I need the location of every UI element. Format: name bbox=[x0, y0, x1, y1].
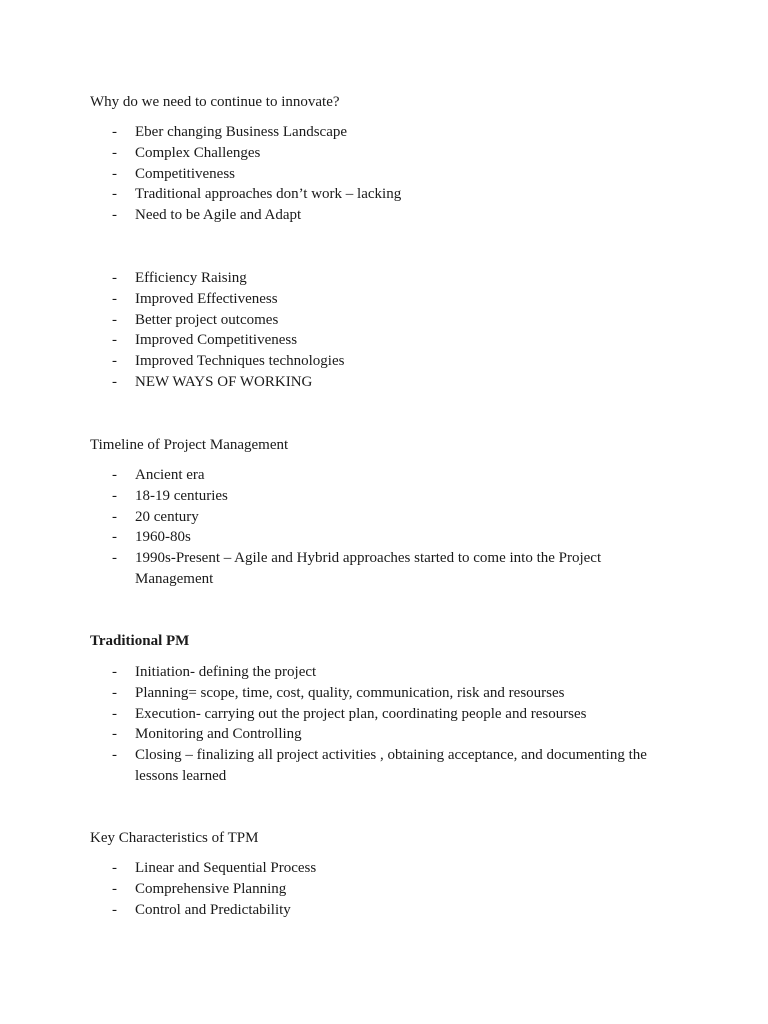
list-item: - NEW WAYS OF WORKING bbox=[90, 372, 670, 393]
bullet-dash: - bbox=[112, 353, 117, 370]
benefits-list bbox=[90, 268, 670, 393]
bullet-dash: - bbox=[112, 550, 117, 567]
bullet-dash: - bbox=[112, 207, 117, 224]
list-item: - Better project outcomes bbox=[90, 310, 670, 331]
bullet-dash: - bbox=[112, 124, 117, 140]
key-characteristics-heading: Key Characteristics of TPM bbox=[90, 830, 259, 846]
list-item: - Need to be Agile and Adapt bbox=[90, 205, 670, 226]
list-item: - Closing – finalizing all project activities , obtaining acceptance, and documenting the lessons learned bbox=[112, 747, 647, 784]
reasons-list bbox=[90, 122, 670, 226]
list-item: - Ancient era bbox=[90, 465, 670, 486]
timeline-list bbox=[90, 465, 670, 590]
bullet-dash: - bbox=[112, 332, 117, 349]
list-item: - 18-19 centuries bbox=[90, 486, 670, 507]
list-item: - Linear and Sequential Process bbox=[90, 858, 670, 879]
bullet-dash: - bbox=[112, 664, 117, 680]
list-item: - 1990s-Present – Agile and Hybrid approaches started to come into the Project Management bbox=[112, 550, 602, 587]
bullet-dash: - bbox=[112, 144, 117, 161]
list-item: - Initiation- defining the project bbox=[90, 662, 670, 683]
list-item: - Complex Challenges bbox=[90, 143, 670, 164]
bullet-dash: - bbox=[112, 508, 117, 525]
bullet-dash: - bbox=[112, 311, 117, 328]
key-characteristics-list bbox=[90, 858, 670, 920]
list-item: - Improved Effectiveness bbox=[90, 289, 670, 310]
list-item: - Execution- carrying out the project plan, coordinating people and resourses bbox=[90, 704, 670, 725]
bullet-dash: - bbox=[112, 165, 117, 182]
question-innovate: Why do we need to continue to innovate? bbox=[90, 94, 340, 110]
bullet-dash: - bbox=[112, 726, 117, 743]
traditional-pm-heading: Traditional PM bbox=[90, 633, 190, 649]
timeline-heading: Timeline of Project Management bbox=[90, 437, 289, 453]
bullet-dash: - bbox=[112, 880, 117, 897]
list-item: - Monitoring and Controlling bbox=[90, 724, 670, 745]
bullet-dash: - bbox=[112, 373, 117, 390]
bullet-dash: - bbox=[112, 529, 117, 546]
bullet-dash: - bbox=[112, 290, 117, 307]
list-item: - Eber changing Business Landscape bbox=[90, 122, 670, 143]
list-item: - Comprehensive Planning bbox=[90, 879, 670, 900]
bullet-dash: - bbox=[112, 487, 117, 504]
list-item: - Efficiency Raising bbox=[90, 268, 670, 289]
list-item: - Competitiveness bbox=[90, 164, 670, 185]
bullet-dash: - bbox=[112, 467, 117, 483]
list-item: - 20 century bbox=[90, 507, 670, 528]
bullet-dash: - bbox=[112, 747, 117, 764]
bullet-dash: - bbox=[112, 860, 117, 876]
bullet-dash: - bbox=[112, 684, 117, 701]
tpm-phases-list bbox=[90, 662, 670, 787]
list-item: - Traditional approaches don’t work – lacking bbox=[90, 184, 670, 205]
list-item: - Improved Techniques technologies bbox=[90, 351, 670, 372]
list-item: - 1960-80s bbox=[90, 527, 670, 548]
bullet-dash: - bbox=[112, 901, 117, 918]
bullet-dash: - bbox=[112, 705, 117, 722]
bullet-dash: - bbox=[112, 270, 117, 286]
list-item: - Planning= scope, time, cost, quality, communication, risk and resourses bbox=[90, 683, 670, 704]
bullet-dash: - bbox=[112, 186, 117, 203]
list-item: - Improved Competitiveness bbox=[90, 330, 670, 351]
list-item: - Control and Predictability bbox=[90, 900, 670, 921]
